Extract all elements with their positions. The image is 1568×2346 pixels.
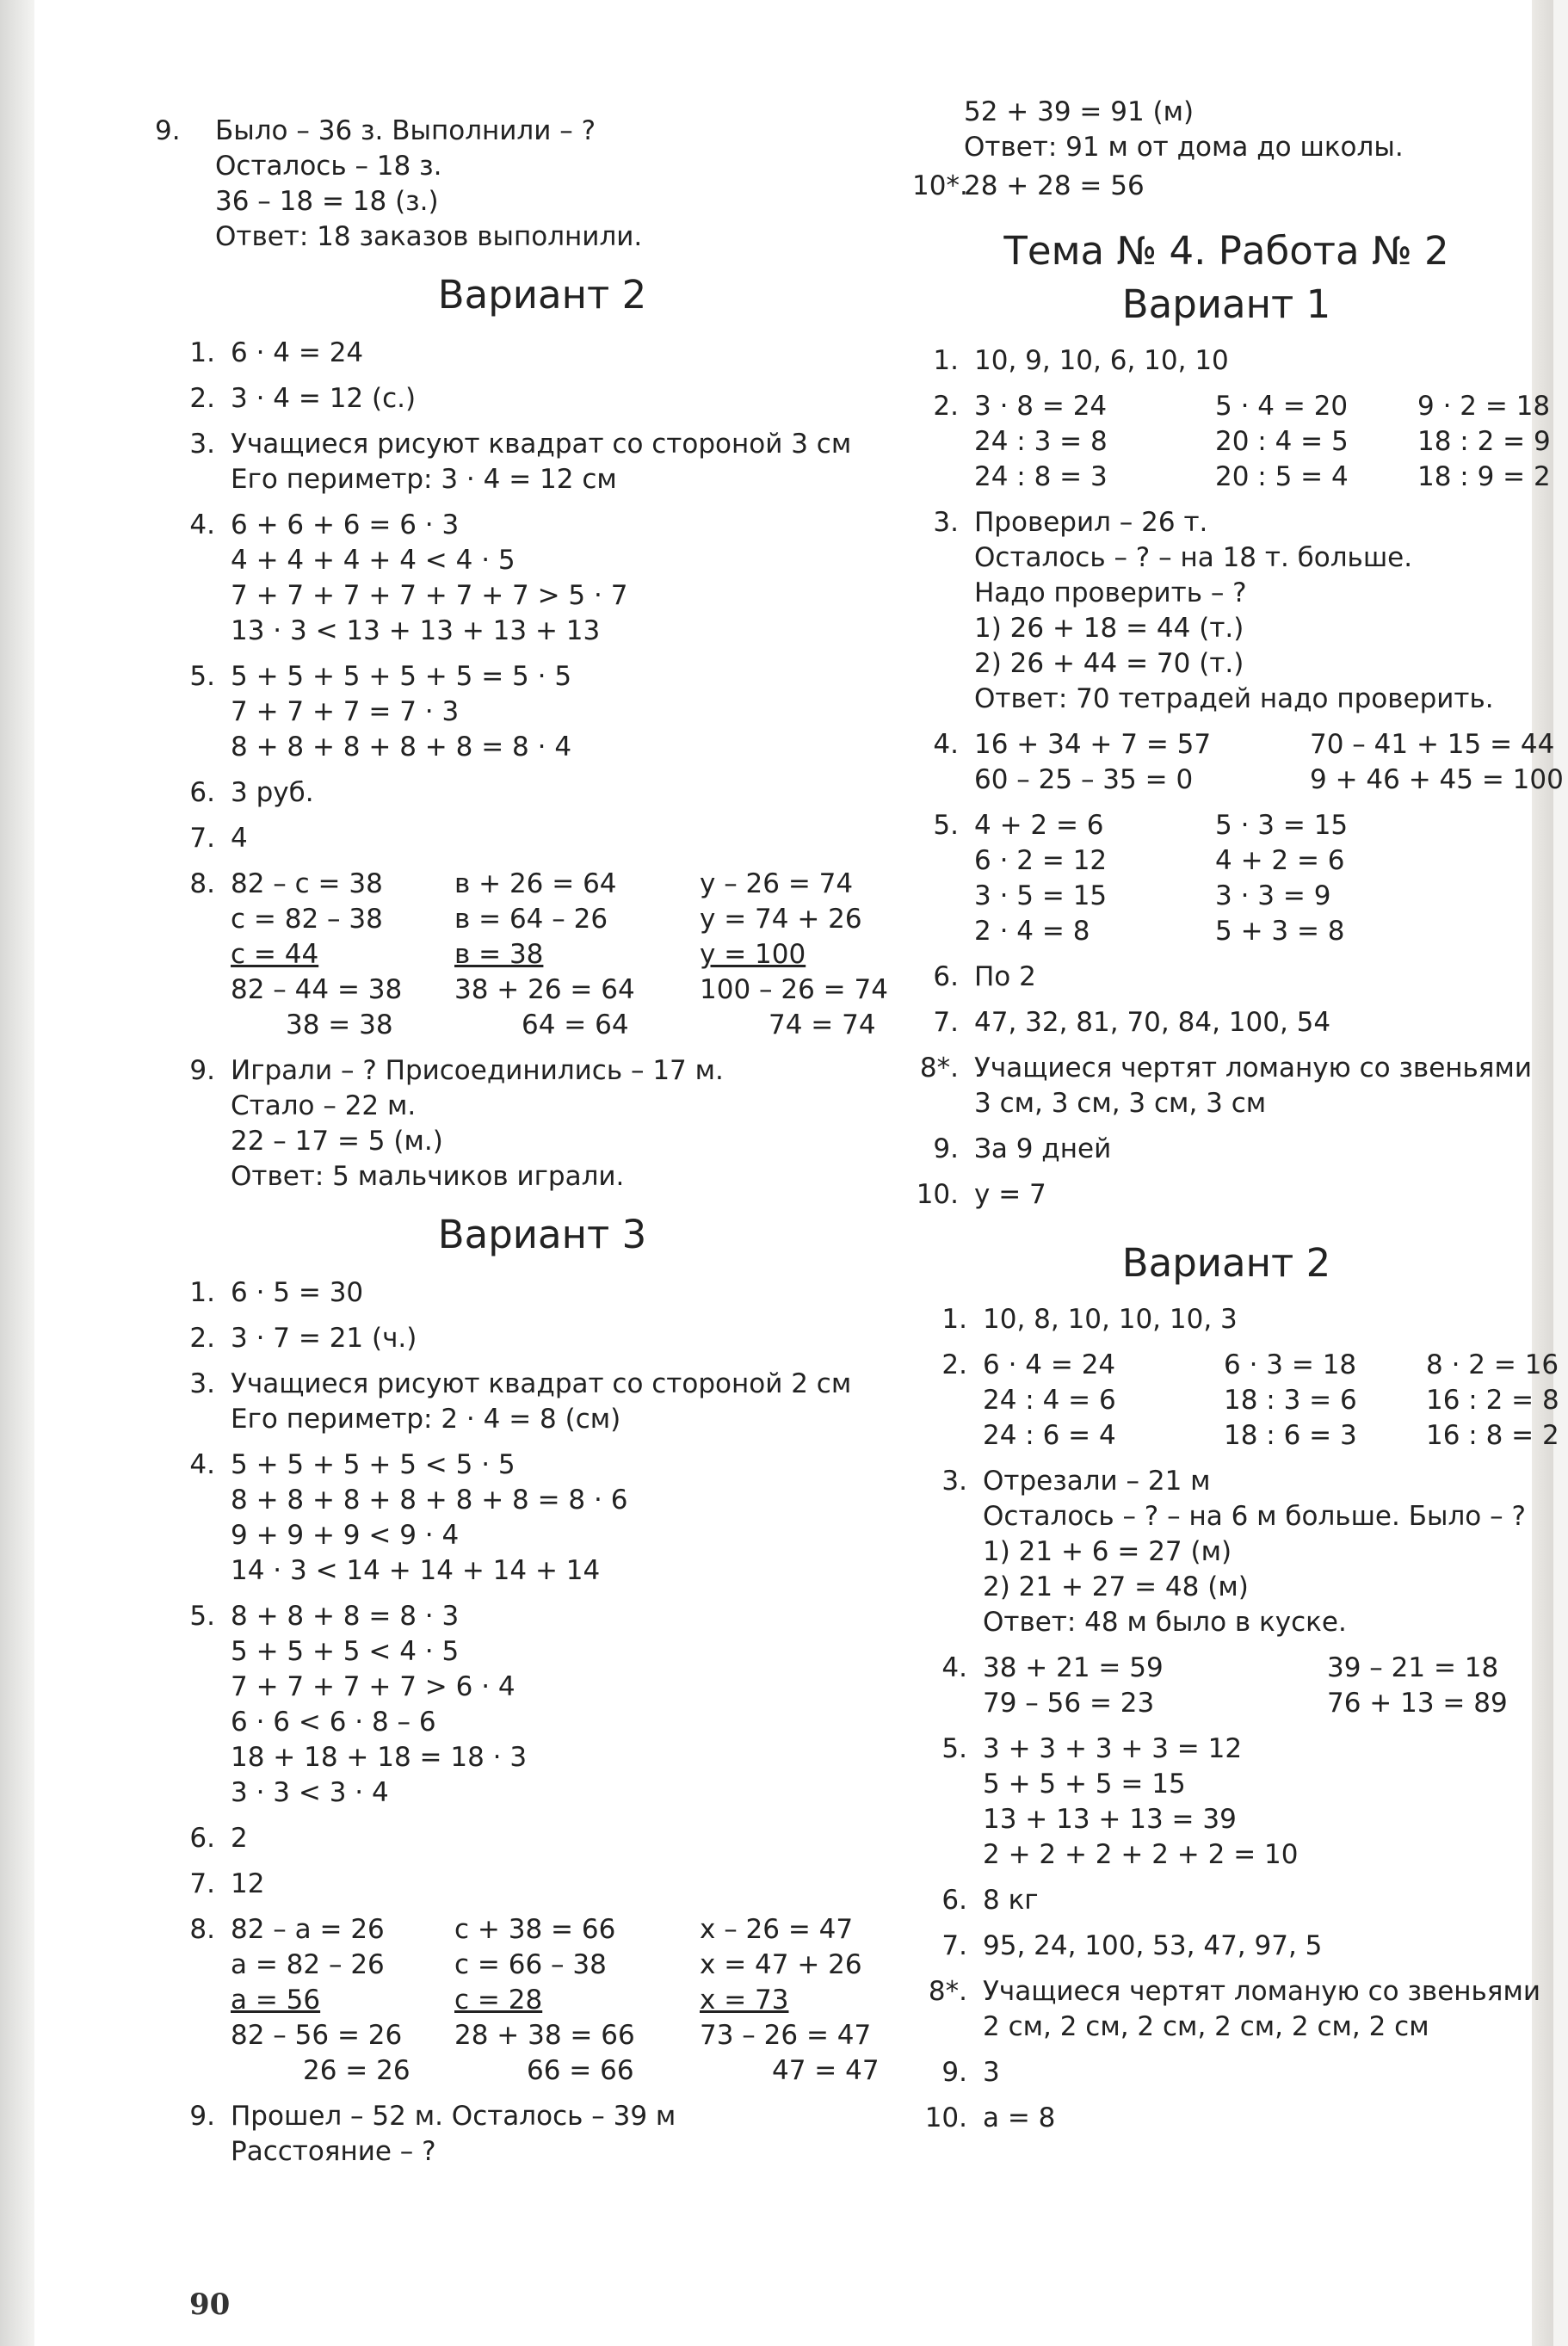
- answer-line: 9 + 9 + 9 < 9 · 4: [231, 1520, 460, 1551]
- answer-line: 8 + 8 + 8 + 8 + 8 = 8 · 4: [231, 732, 572, 762]
- answer-line: Играли – ? Присоединились – 17 м.: [231, 1055, 724, 1086]
- answer-item: [912, 505, 1540, 717]
- answer-line: 8 + 8 + 8 + 8 + 8 + 8 = 8 · 6: [231, 1485, 628, 1516]
- answer-item: [912, 1051, 1540, 1121]
- answer-line: За 9 дней: [974, 1133, 1112, 1164]
- equation-check: 66 = 66: [527, 2055, 634, 2086]
- item-number: 9.: [189, 1055, 215, 1086]
- variant-heading: Вариант 3: [437, 1212, 647, 1257]
- equation-column: [454, 867, 700, 1043]
- equation-line: х – 26 = 47: [700, 1914, 854, 1945]
- answer-line: Отрезали – 21 м: [983, 1466, 1211, 1497]
- equation-check: 26 = 26: [303, 2055, 411, 2086]
- answer-line: 1) 21 + 6 = 27 (м): [983, 1536, 1232, 1567]
- equation-line: 4 + 2 = 6: [974, 810, 1104, 841]
- equation-line: 18 : 3 = 6: [1224, 1385, 1357, 1416]
- item-number: 9.: [155, 115, 181, 146]
- equation-line: 82 – а = 26: [231, 1914, 385, 1945]
- equation-line: 3 · 8 = 24: [974, 391, 1108, 422]
- item-number: 4.: [189, 509, 215, 540]
- equation-answer: с = 44: [231, 939, 319, 970]
- item-number: 3.: [941, 1466, 967, 1497]
- answer-line: 22 – 17 = 5 (м.): [231, 1126, 443, 1157]
- equation-check: 73 – 26 = 47: [700, 2020, 872, 2051]
- equation-column: [983, 1651, 1327, 1721]
- answer-line: 5 + 5 + 5 + 5 < 5 · 5: [231, 1449, 515, 1480]
- answer-item: [912, 169, 1540, 204]
- answer-line: у = 7: [974, 1179, 1046, 1210]
- answer-line: Ответ: 70 тетрадей надо проверить.: [974, 683, 1494, 714]
- answer-line: 47, 32, 81, 70, 84, 100, 54: [974, 1007, 1331, 1038]
- item-number: 6.: [933, 961, 959, 992]
- answer-line: 3 · 3 < 3 · 4: [231, 1777, 389, 1808]
- answer-item: [155, 2099, 929, 2170]
- item-number: 10.: [916, 1179, 959, 1210]
- equation-line: 4 + 2 = 6: [1215, 845, 1345, 876]
- item-number: 10.: [924, 2102, 967, 2133]
- equation-item: [155, 867, 929, 1043]
- equation-line: в + 26 = 64: [454, 868, 617, 899]
- equation-line: 79 – 56 = 23: [983, 1688, 1155, 1719]
- answer-line: 6 · 4 = 24: [231, 337, 364, 368]
- item-number: 8*.: [919, 1053, 959, 1083]
- answer-item: [155, 659, 929, 765]
- answer-line: 3 · 7 = 21 (ч.): [231, 1323, 417, 1354]
- answer-item: [155, 381, 929, 417]
- equation-grid: [974, 389, 1551, 495]
- item-number: 2.: [941, 1349, 967, 1380]
- equation-line: в = 64 – 26: [454, 904, 608, 935]
- binding-shadow: [0, 0, 34, 2346]
- equation-answer: а = 56: [231, 1985, 321, 2016]
- item-number: 4.: [941, 1652, 967, 1683]
- answer-item: [155, 775, 929, 811]
- answer-item: [155, 336, 929, 371]
- equation-line: 6 · 2 = 12: [974, 845, 1108, 876]
- topic-heading: Тема № 4. Работа № 2: [1003, 228, 1449, 274]
- answer-line: 10, 9, 10, 6, 10, 10: [974, 345, 1229, 376]
- answer-line: 2 см, 2 см, 2 см, 2 см, 2 см, 2 см: [983, 2011, 1429, 2042]
- equation-column: [974, 808, 1215, 949]
- answer-item: [155, 1867, 929, 1902]
- answer-line: Ответ: 91 м от дома до школы.: [964, 132, 1404, 163]
- answer-line: 8 + 8 + 8 = 8 · 3: [231, 1601, 460, 1632]
- answer-line: 2) 21 + 27 = 48 (м): [983, 1571, 1249, 1602]
- equation-line: 9 · 2 = 18: [1417, 391, 1551, 422]
- answer-line: 18 + 18 + 18 = 18 · 3: [231, 1742, 528, 1773]
- page-number: 90: [189, 2287, 231, 2322]
- equation-line: 9 + 46 + 45 = 100: [1310, 764, 1564, 795]
- variant-heading: Вариант 2: [437, 272, 647, 318]
- answer-item: [912, 960, 1540, 995]
- equation-line: 60 – 25 – 35 = 0: [974, 764, 1194, 795]
- answer-line: Учащиеся рисуют квадрат со стороной 3 см: [231, 429, 852, 460]
- variant-heading: Вариант 1: [1121, 281, 1331, 327]
- answer-line: 2) 26 + 44 = 70 (т.): [974, 648, 1244, 679]
- equation-grid: [974, 727, 1564, 798]
- answer-line: Расстояние – ?: [231, 2136, 436, 2167]
- answer-line: Проверил – 26 т.: [974, 507, 1208, 538]
- item-number: 9.: [933, 1133, 959, 1164]
- equation-line: 70 – 41 + 15 = 44: [1310, 729, 1555, 760]
- answer-line: 7 + 7 + 7 + 7 + 7 + 7 > 5 · 7: [231, 580, 628, 611]
- answer-line: Стало – 22 м.: [231, 1090, 417, 1121]
- answer-item: [912, 1929, 1540, 1964]
- right-column: [912, 95, 1564, 2146]
- item-number: 1.: [941, 1304, 967, 1335]
- equation-line: х = 47 + 26: [700, 1949, 862, 1980]
- answer-item: [155, 1599, 929, 1811]
- equation-check: 74 = 74: [769, 1009, 876, 1040]
- answer-line: 36 – 18 = 18 (з.): [215, 186, 439, 217]
- item-number: 7.: [941, 1930, 967, 1961]
- item-number: 8*.: [928, 1976, 967, 2007]
- equation-column: [1215, 389, 1417, 495]
- answer-line: Осталось – ? – на 6 м больше. Было – ?: [983, 1501, 1526, 1532]
- item-number: 8.: [189, 1914, 215, 1945]
- item-number: 3.: [189, 429, 215, 460]
- answer-line: Надо проверить – ?: [974, 577, 1247, 608]
- equation-column: [231, 1912, 454, 2089]
- answer-item: [912, 1732, 1540, 1873]
- item-number: 1.: [189, 1277, 215, 1308]
- equation-item: [155, 1912, 929, 2089]
- item-number: 3.: [933, 507, 959, 538]
- equation-line: 5 · 4 = 20: [1215, 391, 1349, 422]
- item-number: 9.: [189, 2101, 215, 2132]
- item-number: 8.: [189, 868, 215, 899]
- answer-line: 8 кг: [983, 1885, 1039, 1916]
- equation-column: [454, 1912, 700, 2089]
- equation-line: 20 : 4 = 5: [1215, 426, 1349, 457]
- equation-column: [1426, 1348, 1559, 1454]
- equation-line: 24 : 8 = 3: [974, 461, 1108, 492]
- answer-line: 3 см, 3 см, 3 см, 3 см: [974, 1088, 1267, 1119]
- answer-item: [155, 1367, 929, 1437]
- item-number: 7.: [189, 1868, 215, 1899]
- answer-item: [912, 2101, 1540, 2136]
- equation-check: 38 + 26 = 64: [454, 974, 635, 1005]
- equation-line: 3 · 3 = 9: [1215, 880, 1331, 911]
- item-number: 7.: [189, 823, 215, 854]
- equation-check: 82 – 56 = 26: [231, 2020, 403, 2051]
- equation-line: у = 74 + 26: [700, 904, 862, 935]
- equation-answer: с = 28: [454, 1985, 543, 2016]
- item-number: 9.: [941, 2057, 967, 2088]
- equation-column: [974, 727, 1310, 798]
- item-number: 5.: [941, 1733, 967, 1764]
- answer-line: 3 · 4 = 12 (с.): [231, 383, 417, 414]
- equation-line: 16 : 8 = 2: [1426, 1420, 1559, 1451]
- equation-line: 24 : 4 = 6: [983, 1385, 1116, 1416]
- answer-item: [912, 1883, 1540, 1918]
- equation-grid: [231, 867, 929, 1043]
- equation-check: 28 + 38 = 66: [454, 2020, 635, 2051]
- item-number: 1.: [933, 345, 959, 376]
- answer-line: 52 + 39 = 91 (м): [964, 96, 1195, 127]
- answer-line: Учащиеся чертят ломаную со звеньями: [983, 1976, 1540, 2007]
- equation-line: 20 : 5 = 4: [1215, 461, 1349, 492]
- answer-line: Учащиеся чертят ломаную со звеньями: [974, 1053, 1532, 1083]
- answer-item: [912, 1132, 1540, 1167]
- answer-line: Учащиеся рисуют квадрат со стороной 2 см: [231, 1368, 852, 1399]
- item-number: 2.: [189, 383, 215, 414]
- equation-column: [1310, 727, 1568, 798]
- item-number: 2.: [933, 391, 959, 422]
- equation-line: 5 + 3 = 8: [1215, 916, 1345, 947]
- equation-check: 82 – 44 = 38: [231, 974, 403, 1005]
- answer-line: 6 · 5 = 30: [231, 1277, 364, 1308]
- equation-line: 39 – 21 = 18: [1327, 1652, 1499, 1683]
- answer-line: 6 + 6 + 6 = 6 · 3: [231, 509, 460, 540]
- answer-line: 3: [983, 2057, 1000, 2088]
- equation-line: 24 : 6 = 4: [983, 1420, 1116, 1451]
- item-number: 6.: [189, 1823, 215, 1854]
- answer-line: 3 + 3 + 3 + 3 = 12: [983, 1733, 1243, 1764]
- equation-line: 18 : 6 = 3: [1224, 1420, 1357, 1451]
- equation-grid: [983, 1348, 1559, 1454]
- item-number: 6.: [189, 777, 215, 808]
- equation-line: 5 · 3 = 15: [1215, 810, 1349, 841]
- variant-heading: Вариант 2: [1121, 1240, 1331, 1286]
- item-number: 4.: [933, 729, 959, 760]
- equation-line: 6 · 3 = 18: [1224, 1349, 1357, 1380]
- equation-check: 64 = 64: [522, 1009, 629, 1040]
- answer-line: 13 + 13 + 13 = 39: [983, 1804, 1237, 1835]
- answer-item: [912, 1974, 1540, 2045]
- equation-column: [983, 1348, 1224, 1454]
- equation-line: 18 : 9 = 2: [1417, 461, 1551, 492]
- answer-line: По 2: [974, 961, 1036, 992]
- equation-answer: в = 38: [454, 939, 544, 970]
- answer-item: [155, 1821, 929, 1856]
- equation-grid: [983, 1651, 1540, 1721]
- answer-item: [155, 1321, 929, 1356]
- equation-column: [1417, 389, 1551, 495]
- equation-line: а = 82 – 26: [231, 1949, 385, 1980]
- answer-item: [155, 114, 929, 255]
- equation-grid: [974, 808, 1540, 949]
- answer-item: [912, 95, 1540, 165]
- answer-line: 10, 8, 10, 10, 10, 3: [983, 1304, 1238, 1335]
- answer-item: [912, 1302, 1540, 1337]
- answer-line: 7 + 7 + 7 = 7 · 3: [231, 696, 460, 727]
- answer-item: [155, 1448, 929, 1589]
- equation-check: 38 = 38: [286, 1009, 393, 1040]
- item-number: 7.: [933, 1007, 959, 1038]
- answer-line: Осталось – 18 з.: [215, 151, 442, 182]
- left-column: [155, 114, 929, 2180]
- equation-line: 8 · 2 = 16: [1426, 1349, 1559, 1380]
- item-number: 5.: [189, 1601, 215, 1632]
- answer-item: [155, 821, 929, 856]
- answer-line: 7 + 7 + 7 + 7 > 6 · 4: [231, 1671, 515, 1702]
- equation-column: [700, 1912, 898, 2089]
- equation-line: 6 · 4 = 24: [983, 1349, 1116, 1380]
- answer-item: [912, 1348, 1559, 1454]
- equation-line: 3 · 5 = 15: [974, 880, 1108, 911]
- item-number: 5.: [933, 810, 959, 841]
- item-number: 10*.: [912, 170, 968, 201]
- answer-line: 1) 26 + 18 = 44 (т.): [974, 613, 1244, 644]
- answer-line: 4 + 4 + 4 + 4 < 4 · 5: [231, 545, 515, 576]
- answer-line: 5 + 5 + 5 < 4 · 5: [231, 1636, 460, 1667]
- answer-line: 3 руб.: [231, 777, 314, 808]
- equation-line: 2 · 4 = 8: [974, 916, 1090, 947]
- equation-column: [700, 867, 898, 1043]
- equation-line: 38 + 21 = 59: [983, 1652, 1164, 1683]
- answer-item: [912, 727, 1564, 798]
- equation-column: [1327, 1651, 1551, 1721]
- answer-line: 6 · 6 < 6 · 8 – 6: [231, 1707, 436, 1738]
- answer-line: 95, 24, 100, 53, 47, 97, 5: [983, 1930, 1323, 1961]
- equation-answer: у = 100: [700, 939, 806, 970]
- item-number: 2.: [189, 1323, 215, 1354]
- equation-line: 18 : 2 = 9: [1417, 426, 1551, 457]
- equation-line: с = 66 – 38: [454, 1949, 607, 1980]
- answer-line: 13 · 3 < 13 + 13 + 13 + 13: [231, 615, 601, 646]
- answer-line: 2: [231, 1823, 248, 1854]
- equation-line: 76 + 13 = 89: [1327, 1688, 1508, 1719]
- answer-item: [912, 343, 1540, 379]
- answer-line: Было – 36 з. Выполнили – ?: [215, 115, 596, 146]
- equation-line: 16 : 2 = 8: [1426, 1385, 1559, 1416]
- answer-item: [155, 427, 929, 497]
- answer-item: [912, 389, 1551, 495]
- answer-line: Прошел – 52 м. Осталось – 39 м: [231, 2101, 676, 2132]
- answer-line: 4: [231, 823, 248, 854]
- answer-line: 5 + 5 + 5 = 15: [983, 1769, 1186, 1800]
- equation-check: 47 = 47: [772, 2055, 880, 2086]
- answer-line: Ответ: 18 заказов выполнили.: [215, 221, 643, 252]
- equation-column: [974, 389, 1215, 495]
- equation-line: 24 : 3 = 8: [974, 426, 1108, 457]
- answer-line: 5 + 5 + 5 + 5 + 5 = 5 · 5: [231, 661, 572, 692]
- equation-line: с + 38 = 66: [454, 1914, 616, 1945]
- answer-line: 12: [231, 1868, 265, 1899]
- item-number: 1.: [189, 337, 215, 368]
- equation-line: 16 + 34 + 7 = 57: [974, 729, 1212, 760]
- equation-grid: [231, 1912, 929, 2089]
- answer-line: 28 + 28 = 56: [964, 170, 1145, 201]
- answer-line: 2 + 2 + 2 + 2 + 2 = 10: [983, 1839, 1299, 1870]
- equation-line: 82 – с = 38: [231, 868, 383, 899]
- equation-line: у – 26 = 74: [700, 868, 854, 899]
- answer-item: [912, 1651, 1540, 1721]
- answer-line: 14 · 3 < 14 + 14 + 14 + 14: [231, 1555, 601, 1586]
- answer-line: Ответ: 48 м было в куске.: [983, 1607, 1347, 1638]
- answer-line: Его периметр: 3 · 4 = 12 см: [231, 464, 617, 495]
- item-number: 5.: [189, 661, 215, 692]
- answer-line: Ответ: 5 мальчиков играли.: [231, 1161, 625, 1192]
- item-number: 4.: [189, 1449, 215, 1480]
- equation-check: 100 – 26 = 74: [700, 974, 888, 1005]
- equation-answer: х = 73: [700, 1985, 789, 2016]
- answer-item: [155, 508, 929, 649]
- answer-line: Его периметр: 2 · 4 = 8 (см): [231, 1404, 621, 1435]
- equation-column: [231, 867, 454, 1043]
- equation-column: [1224, 1348, 1426, 1454]
- answer-item: [912, 1464, 1540, 1640]
- answer-line: Осталось – ? – на 18 т. больше.: [974, 542, 1413, 573]
- equation-line: с = 82 – 38: [231, 904, 383, 935]
- answer-line: а = 8: [983, 2102, 1056, 2133]
- answer-item: [155, 1053, 929, 1195]
- answer-item: [912, 808, 1540, 949]
- answer-item: [155, 1275, 929, 1311]
- answer-item: [912, 2055, 1540, 2090]
- answer-item: [912, 1177, 1540, 1213]
- item-number: 6.: [941, 1885, 967, 1916]
- item-number: 3.: [189, 1368, 215, 1399]
- answer-item: [912, 1005, 1540, 1040]
- equation-column: [1215, 808, 1422, 949]
